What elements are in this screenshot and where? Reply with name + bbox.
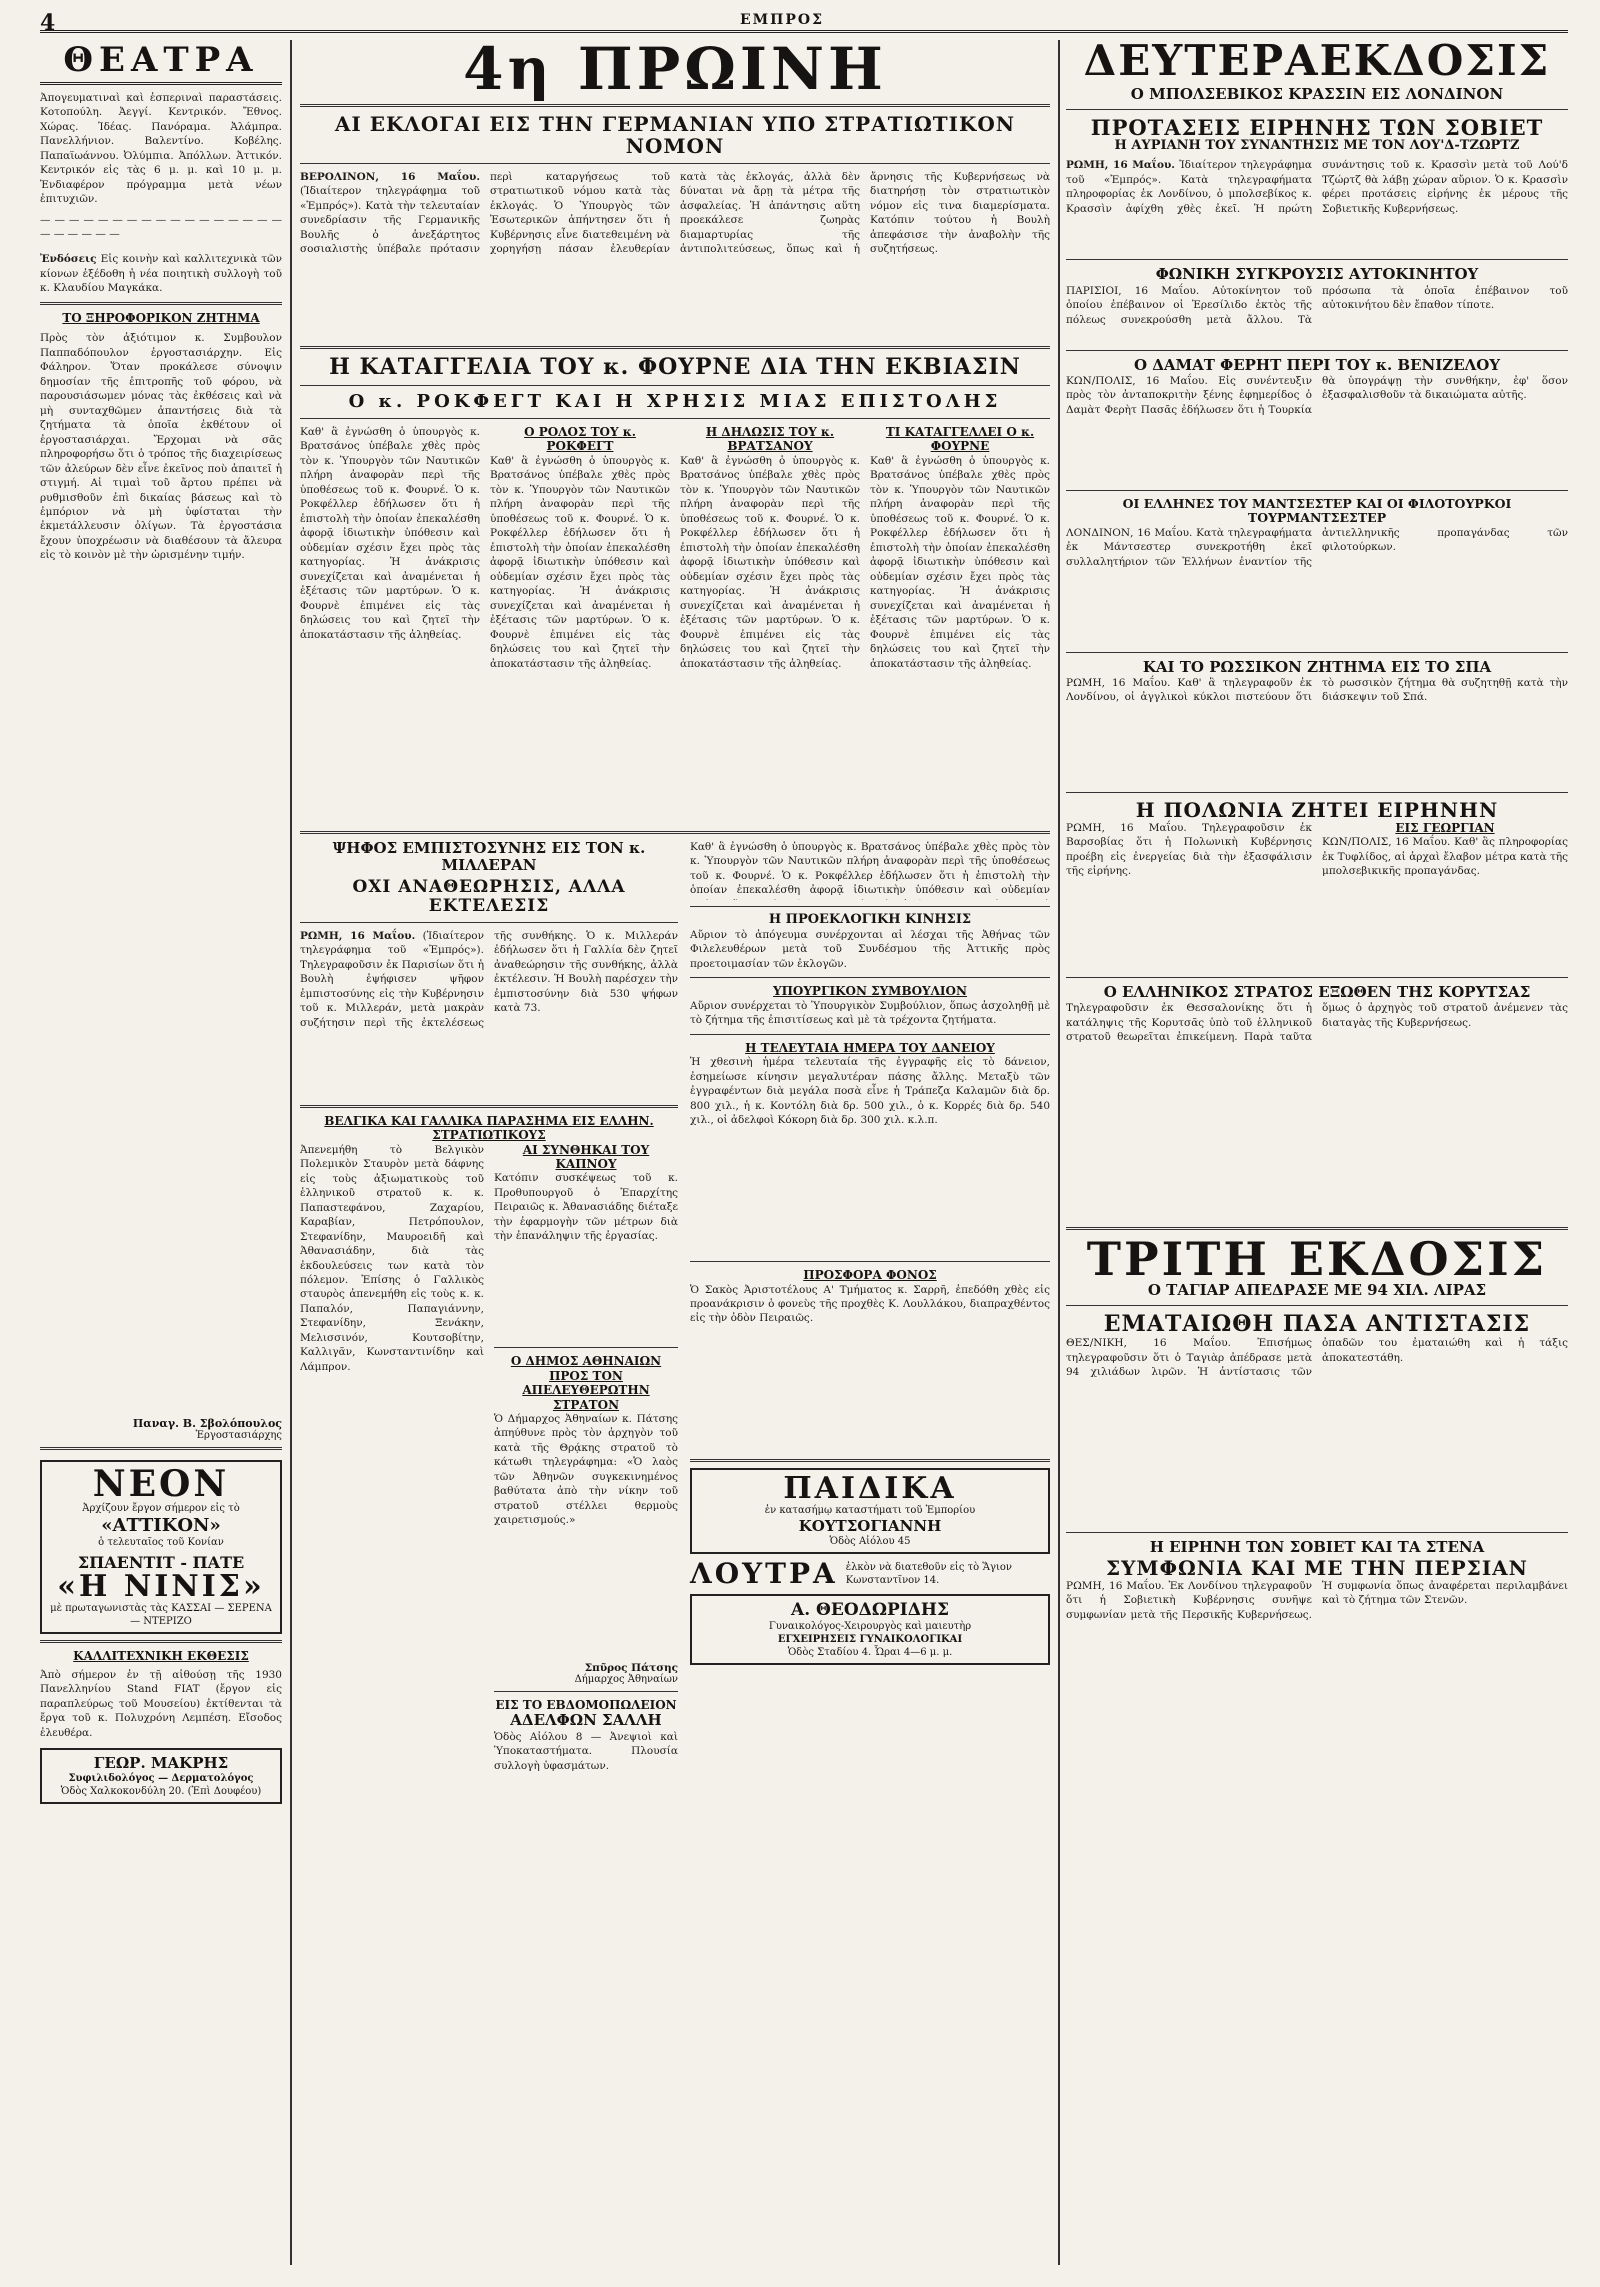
bread-sig-role: Ἐργοστασιάρχης <box>195 1430 282 1442</box>
bread-title: ΤΟ ΞΗΡΟΦΟΡΙΚΟΝ ΖΗΤΗΜΑ <box>62 310 260 325</box>
masthead <box>40 10 1568 36</box>
left-column: ΘΕΑΤΡΑ Ἀπογευματιναὶ καὶ ἑσπεριναὶ παραστάσεις. Κοτοπούλη. Ἀεγγί. Κεντρικόν. Ἔθνος. Χώρας. Ἰδέας. Πανόραμα. Ἀλάμπρα. Πανελλήνιον. Βαλεντίνο. Κοβέλης. Παπαϊωάννου. Ὀλύμπια. Ἀπόλλων. Ἀττικόν. Κεντρικόν εἰς τὰς 6 μ. μ. καὶ 10 μ. μ. Ἐνδιαφέρον πρόγραμμα μετὰ νέων ἐπιτυχιῶν. — — — — — — — — — — — — — — — — — — — — — — — Ἐνδόσεις Εἰς κοινὴν καὶ καλλιτεχνικὰ τῶν κίονων ἐξέδοθη ἡ νέα ποιητικὴ συλλογὴ τοῦ κ. Κλαυδίου Μαγκάκα. ΤΟ ΞΗΡΟΦΟΡΙΚΟΝ ΖΗΤΗΜΑ Πρὸς τὸν ἀξιότιμον κ. Συμβουλον Παππαδόπουλον ἐργοστασιάρχην. Εἰς Φάληρον. Ὅταν προκάλεσε σύνοψιν δημοσίαν τῆς ἐπιτροπῆς τοῦ φόρου, νὰ παρουσιάσωμεν μόνας τὰς ἐκθέσεις καὶ νὰ μὴ συνταχθῶμεν ἀπαντήσεις διὰ τὰ ζητήματα τὰ ὁποῖα ἐκθέτουν οἱ ἐργοστασιάρχαι. Ἔρχομαι νὰ σᾶς πληροφορήσω ὅτι ὁ τρόπος τῆς διαχειρίσεως τῶν ἀλεύρων δὲν εἶνε ἐκεῖνος ποὺ ἀπαιτεῖ ἡ στιγμή. Αἱ τιμαὶ τοῦ ἄρτου πρέπει νὰ ρυθμισθοῦν ἐπὶ δικαίας βάσεως καὶ τὸ ἐμπόριον νὰ μὴ ὑφίσταται τὴν ἐκμετάλλευσιν ὀλίγων. Τὰ ἐργοστάσια ἔχουν ὑποχρέωσιν νὰ διαθέσουν τὰ ἄλευρα εἰς τὸ κοινὸν μὲ τὴν ὡρισμένην τιμήν. Παναγ. Β. Σβολόπουλος Ἐργοστασιάρχης ΝΕΟΝ Ἀρχίζουν ἔργον σήμερον εἰς τὸ «ΑΤΤΙΚΟΝ» ὁ τελευταῖος τοῦ Κονίαν ΣΠΑΕΝΤΙΤ - ΠΑΤΕ «Η ΝΙΝΙΣ» μὲ πρωταγωνιστὰς τὰς ΚΑΣΣΑΙ — ΣΕΡΕΝΑ — ΝΤΕΡΙΖΟ ΚΑΛΛΙΤΕΧΝΙΚΗ ΕΚΘΕΣΙΣ Ἀπὸ σήμερον ἐν τῇ αἰθούσῃ τῆς 1930 Πανελληνίου Stand FIAT (ἔργον εἰς παραπλεύρως τοῦ Μουσείου) ἐκτίθενται τὰ ἔργα τοῦ κ. Πολυχρόνη Λεμπέση. Εἴσοδος ἐλευθέρα. ΓΕΩΡ. ΜΑΚΡΗΣ Συφιλιδολόγος — Δερματολόγος Ὁδὸς Χαλκοκονδύλη 20. (Ἐπὶ Δουφέου) <box>40 40 282 2265</box>
ad-neon-venue: «ΑΤΤΙΚΟΝ» <box>101 1515 221 1537</box>
exit-sig-role: Δήμαρχος Ἀθηναίων <box>574 1673 678 1685</box>
council-text: Αὔριον συνέρχεται τὸ Ὑπουργικὸν Συμβούλιον, ὅπως ἀσχοληθῇ μὲ τὸ ζήτημα τῆς ἐπισιτίσεως καὶ μὲ τὰ τρέχοντα ζητήματα. <box>690 999 1050 1027</box>
resist-headline: ΕΜΑΤΑΙΩΘΗ ΠΑΣΑ ΑΝΤΙΣΤΑΣΙΣ <box>1103 1311 1531 1338</box>
fournet-sub2: Η ΔΗΛΩΣΙΣ ΤΟΥ κ. ΒΡΑΤΣΑΝΟΥ <box>705 424 835 454</box>
bath-text: ἐλκὸν νὰ διατεθοῦν εἰς τὸ Ἅγιον Κωνσταντῖνον 14. <box>845 1561 1012 1586</box>
gyn-line: ΕΓΧΕΙΡΗΣΕΙΣ ΓΥΝΑΙΚΟΛΟΓΙΚΑΙ <box>777 1633 963 1645</box>
sale-headline: ΕΙΣ ΤΟ ΕΒΔΟΜΟΠΩΛΕΙΟΝ <box>495 1697 677 1712</box>
third-edition-sub: Ο ΤΑΓΙΑΡ ΑΠΕΔΡΑΣΕ ΜΕ 94 ΧΙΛ. ΛΙΡΑΣ <box>1147 1281 1487 1300</box>
second-edition-sub: Ο ΜΠΟΛΣΕΒΙΚΟΣ ΚΡΑΣΣΙΝ ΕΙΣ ΛΟΝΔΙΝΟΝ <box>1130 85 1504 103</box>
millerand-subhead: ΟΧΙ ΑΝΑΘΕΩΡΗΣΙΣ, ΑΛΛΑ ΕΚΤΕΛΕΣΙΣ <box>352 877 626 917</box>
ad-bath <box>690 1556 1050 1590</box>
sale-name: ΑΔΕΛΦΩΝ ΣΑΛΛΗ <box>510 1711 662 1730</box>
fournet-text-2: Καθ' ἃ ἐγνώσθη ὁ ὑπουργὸς κ. Βρατσάνος ὑπέβαλε χθὲς πρὸς τὸν κ. Ὑπουργὸν τῶν Ναυτικῶν πλήρη ἀναφορὰν περὶ τῆς ὑποθέσεως τοῦ κ. Φουρνέ. Ὁ κ. Ροκφέλλερ ἐδήλωσεν ὅτι ἡ ἐπιστολὴ τὴν ὁποίαν ἐπεκαλέσθη ἀφορᾷ ἰδιωτικὴν ὑπόθεσιν καὶ οὐδεμίαν σχέσιν ἔχει πρὸς τὰς κατηγορίας. Ἡ ἀνάκρισις συνεχίζεται καὶ ἀναμένεται ἡ ἐξέτασις τῶν μαρτύρων. Ὁ κ. Φουρνὲ ἐπιμένει εἰς τὰς δηλώσεις του καὶ ζητεῖ τὴν ἀποκατάστασιν τῆς ἀληθείας. <box>490 454 670 670</box>
russia-text: ΡΩΜΗ, 16 Μαΐου. Καθ' ἃ τηλεγραφοῦν ἐκ Λονδίνου, οἱ ἀγγλικοὶ κύκλοι πιστεύουν ὅτι τὸ ρωσσικὸν ζήτημα θὰ συζητηθῇ κατὰ τὴν διάσκεψιν τοῦ Σπά. <box>1066 676 1568 704</box>
kids-text: ἐν κατασήμῳ καταστήματι τοῦ Ἐμπορίου <box>764 1504 976 1516</box>
praise-text: Ἀπενεμήθη τὸ Βελγικὸν Πολεμικὸν Σταυρὸν μετὰ δάφνης εἰς τοὺς ἀξιωματικοὺς τοῦ ἑλληνικοῦ στρατοῦ κ. κ. Παπαστεφάνου, Ζαχαρίου, Καραβίαν, Πετρόπουλον, Στεφανίδην, Μαυροειδῆ καὶ Ἀθανασιάδην, διὰ τὰς ἐκδουλεύσεις των κατὰ τὸν πόλεμον. Ἐπίσης ὁ Γαλλικὸς σταυρὸς ἀπενεμήθη εἰς τοὺς κ. κ. Παπαλόν, Παπαγιάννην, Στεφανίδην, Ξενάκην, Μελισσινόν, Κουτσοβίτην, Καλλιγᾶν, Κωνσταντινίδην καὶ Λάμπρον. <box>300 1143 484 1373</box>
prices-text: Κατόπιν συσκέψεως τοῦ κ. Προθυπουργοῦ ὁ Ἐπαρχίτης Πειραιῶς κ. Ἀθανασιάδης διέταξε τὴν ἐφαρμογὴν τῶν μέτρων διὰ τὴν ἐπανάληψιν τῆς ἐργασίας. <box>494 1172 678 1243</box>
doctor-name: ΓΕΩΡ. ΜΑΚΡΗΣ <box>93 1754 229 1772</box>
persia-subhead: ΣΥΜΦΩΝΙΑ ΚΑΙ ΜΕ ΤΗΝ ΠΕΡΣΙΑΝ <box>1106 1555 1528 1580</box>
murder-text: Ὁ Σακὸς Ἀριστοτέλους Α' Τμήματος κ. Σαρρῆ, ἐπεδόθη χθὲς εἰς προανάκρισιν ὁ φονεὺς τῆς προχθὲς Κ. Λουλλάκου, διαπραχθέντος εἰς τὴν ὁδὸν Πειραιῶς. <box>690 1283 1050 1325</box>
army-headline: Ο ΕΛΛΗΝΙΚΟΣ ΣΤΡΑΤΟΣ ΕΞΩΘΕΝ ΤΗΣ ΚΟΡΥΤΣΑΣ <box>1103 982 1531 1001</box>
ad-gynecologist <box>690 1594 1050 1665</box>
poland-text: ΡΩΜΗ, 16 Μαΐου. Τηλεγραφοῦσιν ἐκ Βαρσοβίας ὅτι ἡ Πολωνικὴ Κυβέρνησις προέβη εἰς ἐνεργείας διὰ τὴν ἐξασφάλισιν τῆς εἰρήνης. <box>1066 821 1312 878</box>
page-number: 4 <box>40 10 56 36</box>
fournet-cont: Καθ' ἃ ἐγνώσθη ὁ ὑπουργὸς κ. Βρατσάνος ὑπέβαλε χθὲς πρὸς τὸν κ. Ὑπουργὸν τῶν Ναυτικῶν πλήρη ἀναφορὰν περὶ τῆς ὑποθέσεως τοῦ κ. Φουρνέ. Ὁ κ. Ροκφέλλερ ἐδήλωσεν ὅτι ἡ ἐπιστολὴ τὴν ὁποίαν ἐπεκαλέσθη ἀφορᾷ ἰδιωτικὴν ὑπόθεσιν καὶ οὐδεμίαν <box>690 840 1050 897</box>
ad-neon-title: ΝΕΟΝ <box>92 1463 230 1506</box>
doctor-address: Ὁδὸς Χαλκοκονδύλη 20. (Ἐπὶ Δουφέου) <box>60 1786 262 1797</box>
ad-neon-cast: μὲ πρωταγωνιστὰς τὰς ΚΑΣΣΑΙ — ΣΕΡΕΝΑ — ΝΤΕΡΙΖΟ <box>50 1603 272 1628</box>
greeks-text: ΛΟΝΔΙΝΟΝ, 16 Μαΐου. Κατὰ τηλεγραφήματα ἐκ Μάντσεστερ συνεκροτήθη ἐκεῖ συλλαλητήριον τῶν Ἑλλήνων ἐναντίον τῆς ἀντιελληνικῆς προπαγάνδας τῶν φιλοτούρκων. <box>1066 526 1568 568</box>
kids-shop: ΚΟΥΤΣΟΓΙΑΝΝΗ <box>798 1516 942 1535</box>
exit-headline: Ο ΔΗΜΟΣ ΑΘΗΝΑΙΩΝ ΠΡΟΣ ΤΟΝ ΑΠΕΛΕΥΘΕΡΩΤΗΝ ΣΤΡΑΤΟΝ <box>510 1354 662 1412</box>
resist-text: ΘΕΣ/ΝΙΚΗ, 16 Μαΐου. Ἐπισήμως τηλεγραφοῦσιν ὅτι ὁ Ταγιὰρ ἀπέδρασε μετὰ 94 χιλιάδων λιρῶν. Ἡ ἀντίστασις τῶν ὀπαδῶν του ἐματαιώθη καὶ ἡ τάξις ἀποκατεστάθη. <box>1066 1337 1568 1379</box>
auto-headline: ΦΩΝΙΚΗ ΣΥΓΚΡΟΥΣΙΣ ΑΥΤΟΚΙΝΗΤΟΥ <box>1155 265 1479 284</box>
russia-headline: ΚΑΙ ΤΟ ΡΩΣΣΙΚΟΝ ΖΗΤΗΜΑ ΕΙΣ ΤΟ ΣΠΑ <box>1142 657 1492 676</box>
poland-headline: Η ΠΟΛΩΝΙΑ ΖΗΤΕΙ ΕΙΡΗΝΗΝ <box>1135 797 1499 822</box>
venizelos-text: ΚΩΝ/ΠΟΛΙΣ, 16 Μαΐου. Εἰς συνέντευξιν πρὸς τὸν ἀνταποκριτὴν ξένης ἐφημερίδος ὁ Δαμὰτ Φερὴτ Πασᾶς ἐδήλωσεν ὅτι ἡ Τουρκία θὰ ὑπογράψῃ τὴν συνθήκην, ἐφ' ὅσον ἐξασφαλισθοῦν τὰ δικαιώματα αὐτῆς. <box>1066 374 1568 416</box>
column-rule <box>290 40 292 2265</box>
prices-headline: ΑΙ ΣΥΝΘΗΚΑΙ ΤΟΥ ΚΑΠΝΟΥ <box>522 1142 650 1172</box>
millerand-text: ΡΩΜΗ, 16 Μαΐου. (Ἰδιαίτερον τηλεγράφημα τοῦ «Ἐμπρός»). Τηλεγραφοῦσιν ἐκ Παρισίων ὅτι ἡ Βουλὴ ἐψήφισεν ψῆφον ἐμπιστοσύνης εἰς τὴν Κυβέρνησιν τοῦ κ. Μιλλεράν, μετὰ μακρὰν συζήτησιν περὶ τῆς ἐκτελέσεως τῆς συνθήκης. Ὁ κ. Μιλλεράν ἐδήλωσεν ὅτι ἡ Γαλλία δὲν ζητεῖ ἀναθεώρησιν τῆς συνθήκης, ἀλλὰ ἐκτέλεσιν. Ἡ Βουλὴ παρέσχεν τὴν ἐμπιστοσύνην διὰ 530 ψήφων κατὰ 73. <box>300 929 678 1029</box>
ad-doctor <box>40 1748 282 1804</box>
theatre-note: Εἰς κοινὴν καὶ καλλιτεχνικὰ τῶν κίονων ἐξέδοθη ἡ νέα ποιητικὴ συλλογὴ τοῦ κ. Κλαυδίου Μαγκάκα. <box>40 253 282 295</box>
fournet-text: Καθ' ἃ ἐγνώσθη ὁ ὑπουργὸς κ. Βρατσάνος ὑπέβαλε χθὲς πρὸς τὸν κ. Ὑπουργὸν τῶν Ναυτικῶν πλήρη ἀναφορὰν περὶ τῆς ὑποθέσεως τοῦ κ. Φουρνέ. Ὁ κ. Ροκφέλλερ ἐδήλωσεν ὅτι ἡ ἐπιστολὴ τὴν ὁποίαν ἐπεκαλέσθη ἀφορᾷ ἰδιωτικὴν ὑπόθεσιν καὶ οὐδεμίαν σχέσιν ἔχει πρὸς τὰς κατηγορίας. Ἡ ἀνάκρισις συνεχίζεται καὶ ἀναμένεται ἡ ἐξέτασις τῶν μαρτύρων. Ὁ κ. Φουρνὲ ἐπιμένει εἰς τὰς δηλώσεις του καὶ ζητεῖ τὴν ἀποκατάστασιν τῆς ἀληθείας. <box>300 425 480 641</box>
fournet-text-3: Καθ' ἃ ἐγνώσθη ὁ ὑπουργὸς κ. Βρατσάνος ὑπέβαλε χθὲς πρὸς τὸν κ. Ὑπουργὸν τῶν Ναυτικῶν πλήρη ἀναφορὰν περὶ τῆς ὑποθέσεως τοῦ κ. Φουρνέ. Ὁ κ. Ροκφέλλερ ἐδήλωσεν ὅτι ἡ ἐπιστολὴ τὴν ὁποίαν ἐπεκαλέσθη ἀφορᾷ ἰδιωτικὴν ὑπόθεσιν καὶ οὐδεμίαν σχέσιν ἔχει πρὸς τὰς κατηγορίας. Ἡ ἀνάκρισις συνεχίζεται καὶ ἀναμένεται ἡ ἐξέτασις τῶν μαρτύρων. Ὁ κ. Φουρνὲ ἐπιμένει εἰς τὰς δηλώσεις του καὶ ζητεῖ τὴν ἀποκατάστασιν τῆς ἀληθείας. <box>680 454 860 670</box>
peace-text: ΡΩΜΗ, 16 Μαΐου. Ἰδιαίτερον τηλεγράφημα τοῦ «Ἐμπρός». Κατὰ τηλεγραφήματα πληροφορίας ἐκ Λονδίνου, ὁ μπολσεβίκος κ. Κρασσὶν ἀφίχθη χθὲς ἐκεῖ. Ἡ πρώτη συνάντησις τοῦ κ. Κρασσὶν μετὰ τοῦ Λού'δ Τζώρτζ θὰ λάβῃ χώραν αὔριον. Ὁ κ. Κρασσὶν φέρει προτάσεις εἰρήνης ἐκ μέρους τῆς Σοβιετικῆς Κυβερνήσεως. <box>1066 159 1568 215</box>
fournet-subhead: Ο κ. ΡΟΚΦΕΓΤ ΚΑΙ Η ΧΡΗΣΙΣ ΜΙΑΣ ΕΠΙΣΤΟΛΗΣ <box>348 391 1002 413</box>
georgia-text: ΚΩΝ/ΠΟΛΙΣ, 16 Μαΐου. Καθ' ἃς πληροφορίας ἐκ Τυφλίδος, αἱ ἀρχαὶ ἔλαβον μέτρα κατὰ τῆς μπολσεβικικῆς προπαγάνδας. <box>1322 836 1568 878</box>
move-text: Αὔριον τὸ ἀπόγευμα συνέρχονται αἱ λέσχαι τῆς Ἀθήνας τῶν Φιλελευθέρων μετὰ τοῦ Συνδέσμου τῆς Ἀττικῆς πρὸς προετοιμασίαν τῶν ἐκλογῶν. <box>690 928 1050 970</box>
bread-text: Πρὸς τὸν ἀξιότιμον κ. Συμβουλον Παππαδόπουλον ἐργοστασιάρχην. Εἰς Φάληρον. Ὅταν προκάλεσε σύνοψιν δημοσίαν τῆς ἐπιτροπῆς τοῦ φόρου, νὰ παρουσιάσωμεν μόνας τὰς ἐκθέσεις καὶ νὰ μὴ συνταχθῶμεν ἀπαντήσεις διὰ τὰ ζητήματα τὰ ὁποῖα ἐκθέτουν οἱ ἐργοστασιάρχαι. Ἔρχομαι νὰ σᾶς πληροφορήσω ὅτι ὁ τρόπος τῆς διαχειρίσεως τῶν ἀλεύρων δὲν εἶνε ἐκεῖνος ποὺ ἀπαιτεῖ ἡ στιγμή. Αἱ τιμαὶ τοῦ ἄρτου πρέπει νὰ ρυθμισθοῦν ἐπὶ δικαίας βάσεως καὶ τὸ ἐμπόριον νὰ μὴ ὑφίσταται τὴν ἐκμετάλλευσιν ὀλίγων. Τὰ ἐργοστάσια ἔχουν ὑποχρέωσιν νὰ διαθέσουν τὰ ἄλευρα εἰς τὸ κοινὸν μὲ τὴν ὡρισμένην τιμήν. <box>40 332 282 562</box>
gyn-address: Ὁδὸς Σταδίου 4. Ὧραι 4—6 μ. μ. <box>787 1646 953 1658</box>
move-headline: Η ΠΡΟΕΚΛΟΓΙΚΗ ΚΙΝΗΣΙΣ <box>768 911 972 927</box>
murder-headline: ΠΡΟΣΦΟΡΑ ΦΟΝΟΣ <box>803 1268 937 1283</box>
column-rule <box>1058 40 1060 2265</box>
exhibit-text: Ἀπὸ σήμερον ἐν τῇ αἰθούσῃ τῆς 1930 Πανελληνίου Stand FIAT (ἔργον εἰς παραπλεύρως τοῦ Μουσείου) ἐκτίθενται τὰ ἔργα τοῦ κ. Πολυχρόνη Λεμπέση. Εἴσοδος ἐλευθέρα. <box>40 1668 282 1739</box>
greeks-headline: ΟΙ ΕΛΛΗΝΕΣ ΤΟΥ ΜΑΝΤΣΕΣΤΕΡ ΚΑΙ ΟΙ ΦΙΛΟΤΟΥΡΚΟΙ ΤΟΥΡΜΑΝΤΣΕΣΤΕΡ <box>1122 495 1512 526</box>
germany-headline: ΑΙ ΕΚΛΟΓΑΙ ΕΙΣ ΤΗΝ ΓΕΡΜΑΝΙΑΝ ΥΠΟ ΣΤΡΑΤΙΩΤΙΚΟΝ ΝΟΜΟΝ <box>334 112 1016 158</box>
auto-text: ΠΑΡΙΣΙΟΙ, 16 Μαΐου. Αὐτοκίνητον τοῦ ὁποίου ἐπέβαινον οἱ Ἐρεσίλιδο ἐκτὸς τῆς πόλεως συνεκρούσθη μετὰ ἄλλου. Τὰ πρόσωπα τὰ ὁποῖα ἐπέβαινον τοῦ αὐτοκινήτου δὲν ἔπαθον τίποτε. <box>1066 284 1568 326</box>
army-text: Τηλεγραφοῦσιν ἐκ Θεσσαλονίκης ὅτι ἡ κατάληψις τῆς Κορυτσᾶς ὑπὸ τοῦ ἑλληνικοῦ στρατοῦ θεωρεῖται ἐπικείμενη. Παρὰ ταῦτα ὅμως ὁ ἀρχηγὸς τοῦ στρατοῦ ἀνέμενεν τὰς διαταγὰς τῆς Κυβερνήσεως. <box>1066 1002 1568 1043</box>
exhibit-title: ΚΑΛΛΙΤΕΧΝΙΚΗ ΕΚΘΕΣΙΣ <box>73 1649 249 1664</box>
gyn-role: Γυναικολόγος-Χειρουργὸς καὶ μαιευτὴρ <box>768 1620 972 1632</box>
third-edition-title: ΤΡΙΤΗ ΕΚΔΟΣΙΣ <box>1086 1232 1548 1287</box>
second-edition-title: ΔΕΥΤΕΡΑΕΚΔΟΣΙΣ <box>1083 40 1551 85</box>
fournet-sub3: ΤΙ ΚΑΤΑΓΓΕΛΛΕΙ Ο κ. ΦΟΥΡΝΕ <box>885 424 1035 454</box>
loan-headline: Η ΤΕΛΕΥΤΑΙΑ ΗΜΕΡΑ ΤΟΥ ΔΑΝΕΙΟΥ <box>745 1040 995 1055</box>
ad-neon-line1: Ἀρχίζουν ἔργον σήμερον εἰς τὸ <box>82 1503 240 1515</box>
sale-text: Ὁδὸς Αἰόλου 8 — Ἀνεψιοὶ καὶ Ὑποκαταστήματα. Πλουσία συλλογὴ ὑφασμάτων. <box>494 1730 678 1772</box>
fournet-sub1: Ο ΡΟΛΟΣ ΤΟΥ κ. ΡΟΚΦΕΓΤ <box>524 424 636 454</box>
ad-kids <box>690 1468 1050 1554</box>
germany-text: ΒΕΡΟΛΙΝΟΝ, 16 Μαΐου. (Ἰδιαίτερον τηλεγράφημα τοῦ «Ἐμπρός»). Κατὰ τὴν τελευταίαν συνεδρίασιν τῆς Γερμανικῆς Βουλῆς ὁ ἀνεξάρτητος σοσιαλιστὴς ὑπέβαλε πρότασιν περὶ καταργήσεως τοῦ στρατιωτικοῦ νόμου κατὰ τὰς ἐκλογάς. Ὁ Ὑπουργὸς τῶν Ἐσωτερικῶν ἀπήντησεν ὅτι ἡ Κυβέρνησις εἶνε διατεθειμένη νὰ χορηγήσῃ πάσαν ἐλευθερίαν κατὰ τὰς ἐκλογάς, ἀλλὰ δὲν δύναται νὰ ἄρῃ τὰ μέτρα τῆς ἀσφαλείας. Ἡ ἀπάντησις αὕτη προεκάλεσε ζωηρὰς διαμαρτυρίας τῆς ἀντιπολιτεύσεως, ὅπως καὶ ἡ ἄρνησις τῆς Κυβερνήσεως νὰ διατηρήσῃ τὸν στρατιωτικὸν νόμον εἰς τινα διαμερίσματα. Κατόπιν τούτου ἡ Βουλὴ ἀπεφάσισε τὴν ἀναβολὴν τῆς συζητήσεως. <box>300 171 1050 256</box>
fourth-edition-title: 4η ΠΡΩΙΝΗ <box>463 40 887 103</box>
right-column <box>1066 40 1568 2265</box>
peace-subhead: Η ΑΥΡΙΑΝΗ ΤΟΥ ΣΥΝΑΝΤΗΣΙΣ ΜΕ ΤΟΝ ΛΟΥ'Δ-ΤΖΩΡΤΖ <box>1114 138 1520 154</box>
theatre-listing: Ἀπογευματιναὶ καὶ ἑσπεριναὶ παραστάσεις. Κοτοπούλη. Ἀεγγί. Κεντρικόν. Ἔθνος. Χώρας. Ἰδέας. Πανόραμα. Ἀλάμπρα. Πανελλήνιον. Βαλεντίνο. Κοβέλης. Παπαϊωάννου. Ὀλύμπια. Ἀπόλλων. Ἀττικόν. Κεντρικόν εἰς τὰς 6 μ. μ. καὶ 10 μ. μ. Ἐνδιαφέρον πρόγραμμα μετὰ νέων ἐπιτυχιῶν. <box>40 92 282 206</box>
bath-title: ΛΟΥΤΡΑ <box>690 1556 838 1590</box>
paper-name: ΕΜΠΡΟΣ <box>740 12 825 28</box>
council-headline: ΥΠΟΥΡΓΙΚΟΝ ΣΥΜΒΟΥΛΙΟΝ <box>773 984 967 999</box>
venizelos-headline: Ο ΔΑΜΑΤ ΦΕΡΗΤ ΠΕΡΙ ΤΟΥ κ. ΒΕΝΙΖΕΛΟΥ <box>1133 355 1501 374</box>
ad-neon-show-a: ΣΠΑΕΝΤΙΤ - ΠΑΤΕ <box>77 1553 245 1573</box>
doctor-role: Συφιλιδολόγος — Δερματολόγος <box>68 1773 254 1784</box>
praise-headline: ΒΕΛΓΙΚΑ ΚΑΙ ΓΑΛΛΙΚΑ ΠΑΡΑΣΗΜΑ ΕΙΣ ΕΛΛΗΝ. ΣΤΡΑΤΙΩΤΙΚΟΥΣ <box>324 1113 654 1143</box>
fournet-text-4: Καθ' ἃ ἐγνώσθη ὁ ὑπουργὸς κ. Βρατσάνος ὑπέβαλε χθὲς πρὸς τὸν κ. Ὑπουργὸν τῶν Ναυτικῶν πλήρη ἀναφορὰν περὶ τῆς ὑποθέσεως τοῦ κ. Φουρνέ. Ὁ κ. Ροκφέλλερ ἐδήλωσεν ὅτι ἡ ἐπιστολὴ τὴν ὁποίαν ἐπεκαλέσθη ἀφορᾷ ἰδιωτικὴν ὑπόθεσιν καὶ οὐδεμίαν σχέσιν ἔχει πρὸς τὰς κατηγορίας. Ἡ ἀνάκρισις συνεχίζεται καὶ ἀναμένεται ἡ ἐξέτασις τῶν μαρτύρων. Ὁ κ. Φουρνὲ ἐπιμένει εἰς τὰς δηλώσεις του καὶ ζητεῖ τὴν ἀποκατάστασιν τῆς ἀληθείας. <box>870 454 1050 670</box>
fournet-headline: Η ΚΑΤΑΓΓΕΛΙΑ ΤΟΥ κ. ΦΟΥΡΝΕ ΔΙΑ ΤΗΝ ΕΚΒΙΑΣΙΝ <box>329 354 1021 380</box>
millerand-headline: ΨΗΦΟΣ ΕΜΠΙΣΤΟΣΥΝΗΣ ΕΙΣ ΤΟΝ κ. ΜΙΛΛΕΡΑΝ <box>332 838 646 875</box>
kids-shop-address: Ὁδὸς Αἰόλου 45 <box>829 1535 911 1547</box>
fournet-columns <box>300 425 1050 825</box>
persia-headline: Η ΕΙΡΗΝΗ ΤΩΝ ΣΟΒΙΕΤ ΚΑΙ ΤΑ ΣΤΕΝΑ <box>1149 1538 1485 1557</box>
loan-text: Ἡ χθεσινὴ ἡμέρα τελευταία τῆς ἐγγραφῆς εἰς τὸ δάνειον, ἐσημείωσε κίνησιν μεγαλυτέραν πάσης ἄλλης. Μεταξὺ τῶν ἐγγραφέντων διὰ μεγάλα ποσὰ εἶνε ἡ Τράπεζα Καλαμῶν διὰ δρ. 800 χιλ., ἡ κ. Κοντόλη διὰ δρ. 500 χιλ., ὁ κ. Κορρές διὰ δρ. 540 χιλ., οἱ ἀδελφοὶ Κόκορη διὰ δρ. 300 χιλ. κ.λ.π. <box>690 1056 1050 1127</box>
theatre-note-title: Ἐνδόσεις <box>40 253 97 266</box>
exit-signature: Σπῦρος Πάτσης <box>584 1661 678 1674</box>
ad-neon-show-b: «Η ΝΙΝΙΣ» <box>57 1569 265 1605</box>
kids-title: ΠΑΙΔΙΚΑ <box>783 1470 957 1506</box>
ad-neon-line2: ὁ τελευταῖος τοῦ Κονίαν <box>98 1537 224 1549</box>
exit-text: Ὁ Δήμαρχος Ἀθηναίων κ. Πάτσης ἀπηύθυνε πρὸς τὸν ἀρχηγὸν τοῦ κατὰ τῆς Θρᾴκης στρατοῦ τὸ κάτωθι τηλεγράφημα: «Ὁ λαὸς τῶν Ἀθηνῶν συγκεκινημένος βαθύτατα ἀπὸ τὴν νίκην τοῦ στρατοῦ στέλλει θερμοὺς χαιρετισμούς.» <box>494 1412 678 1527</box>
theatre-title: ΘΕΑΤΡΑ <box>40 40 282 85</box>
georgia-headline: ΕΙΣ ΓΕΩΡΓΙΑΝ <box>1395 820 1495 835</box>
center-column <box>300 40 1050 2265</box>
peace-headline: ΠΡΟΤΑΣΕΙΣ ΕΙΡΗΝΗΣ ΤΩΝ ΣΟΒΙΕΤ <box>1090 115 1544 141</box>
bread-signature: Παναγ. Β. Σβολόπουλος <box>132 1417 282 1431</box>
gyn-name: Α. ΘΕΟΔΩΡΙΔΗΣ <box>791 1599 949 1620</box>
ad-neon <box>40 1460 282 1634</box>
persia-text: ΡΩΜΗ, 16 Μαΐου. Ἐκ Λονδίνου τηλεγραφοῦν ὅτι ἡ Σοβιετικὴ Κυβέρνησις συνῆψε συμφωνίαν μετὰ τῆς Περσικῆς Κυβερνήσεως. Ἡ συμφωνία ὅπως ἀναφέρεται περιλαμβάνει καὶ τὸ ζήτημα τῶν Στενῶν. <box>1066 1579 1568 1621</box>
